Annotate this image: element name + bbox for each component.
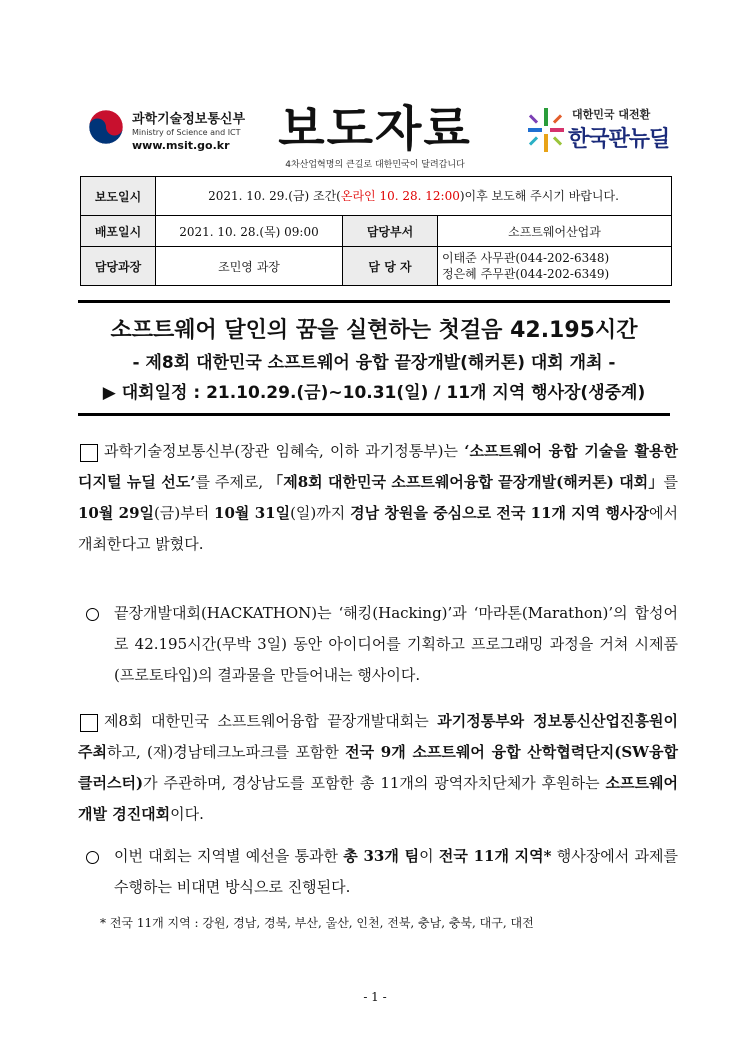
headline-subtitle: - 제8회 대한민국 소프트웨어 융합 끝장개발(해커톤) 대회 개최 - xyxy=(132,353,616,373)
page-number: - 1 - xyxy=(363,990,387,1004)
p4-team-count: 총 33개 팀 xyxy=(343,847,420,865)
headline-box xyxy=(78,300,670,416)
p3-text-c: 하고, (재)경남테크노파크를 포함한 xyxy=(106,743,346,761)
ministry-url: www.msit.go.kr xyxy=(132,139,230,152)
p3-organizers: 전국 9개 소프트웨어 융합 산학협력단지(SW융합클러스터) xyxy=(78,743,678,792)
release-note: )이후 보도해 주시기 바랍니다. xyxy=(459,188,619,203)
p1-text-a: 과학기술정보통신부(장관 임혜숙, 이하 과기정통부)는 xyxy=(104,442,465,460)
footnote-regions: * 전국 11개 지역 : 강원, 경남, 경북, 부산, 울산, 인천, 전북, 충남, 충북, 대구, 대전 xyxy=(100,916,534,930)
p1-text-g: (금)부터 xyxy=(154,504,215,522)
p1-venue: 경남 창원을 중심으로 전국 11개 지역 행사장 xyxy=(350,504,650,522)
p1-start-date: 10월 29일 xyxy=(78,504,155,522)
release-value xyxy=(156,177,672,216)
headline-title: 소프트웨어 달인의 꿈을 실현하는 첫걸음 42.195시간 xyxy=(110,318,638,343)
paragraph-4 xyxy=(80,841,678,903)
p1-theme: ‘소프트웨어 융합 기술을 활용한 디지털 뉴딜 선도’ xyxy=(78,442,679,491)
p3-hosts: 과기정통부와 정보통신산업진흥원이 주최 xyxy=(78,712,678,761)
p1-text-i: (일)까지 xyxy=(290,504,351,522)
new-deal-logo xyxy=(528,104,688,160)
release-label: 보도일시 xyxy=(81,177,156,216)
staff-contacts xyxy=(438,247,672,286)
paragraph-2: 끝장개발대회(HACKATHON)는 ‘해킹(Hacking)’과 ‘마라톤(Marathon)’의 합성어로 42.195시간(무박 3일) 동안 아이디어를 기획하고 프로그래밍 과정을 거쳐 시제품(프로토타입)의 결과물을 만들어내는 행사이다. xyxy=(114,604,678,684)
p4-regions: 전국 11개 지역* xyxy=(438,847,552,865)
p3-text-a: 제8회 대한민국 소프트웨어융합 끝장개발대회는 xyxy=(104,712,438,730)
p1-text-k: 에서 개최한다고 밝혔다. xyxy=(78,504,679,553)
p3-text-e: 가 주관하며, 경상남도를 포함한 총 11개의 광역자치단체가 후원하는 xyxy=(143,774,606,792)
page-title: 보도자료 xyxy=(278,101,472,157)
manager-label: 담당과장 xyxy=(81,247,156,286)
new-deal-name: 한국판뉴딜 xyxy=(568,127,670,152)
p3-contest: 소프트웨어개발 경진대회 xyxy=(78,774,678,823)
p1-event-name: 「제8회 대한민국 소프트웨어융합 끝장개발(해커톤) 대회」 xyxy=(268,473,664,491)
new-deal-mark-icon xyxy=(528,108,564,152)
department-label: 담당부서 xyxy=(343,216,438,247)
distribution-value: 2021. 10. 28.(목) 09:00 xyxy=(156,216,343,247)
p3-text-g: 이다. xyxy=(170,805,204,823)
p4-text-c: 이 xyxy=(419,847,439,865)
manager-value: 조민영 과장 xyxy=(156,247,343,286)
headline-schedule: ▶ 대회일정 : 21.10.29.(금)~10.31(일) / 11개 지역 행사장(생중계) xyxy=(102,383,646,403)
paragraph-1 xyxy=(78,436,678,560)
p1-text-c: 를 주제로, xyxy=(195,473,269,491)
release-date: 2021. 10. 29.(금) 조간( xyxy=(208,188,341,203)
ministry-name: 과학기술정보통신부 xyxy=(132,112,246,127)
p1-end-date: 10월 31일 xyxy=(214,504,291,522)
release-online-time: 온라인 10. 28. 12:00 xyxy=(340,188,460,203)
release-info-table xyxy=(80,176,672,286)
distribution-label: 배포일시 xyxy=(81,216,156,247)
ministry-english-name: Ministry of Science and ICT xyxy=(132,128,241,137)
new-deal-tagline: 대한민국 대전환 xyxy=(572,108,651,121)
p4-text-e: 행사장에서 과제를 수행하는 비대면 방식으로 진행된다. xyxy=(114,847,678,896)
department-value: 소프트웨어산업과 xyxy=(438,216,672,247)
staff-contact-2: 정은혜 주무관(044-202-6349) xyxy=(442,267,610,281)
paragraph-3 xyxy=(78,706,678,830)
p4-text-a: 이번 대회는 지역별 예선을 통과한 xyxy=(114,847,344,865)
p1-text-e: 를 xyxy=(663,473,679,491)
staff-contact-1: 이태준 사무관(044-202-6348) xyxy=(442,251,610,265)
page-slogan: 4차산업혁명의 큰길로 대한민국이 달려갑니다 xyxy=(285,160,465,170)
staff-label: 담 당 자 xyxy=(343,247,438,286)
